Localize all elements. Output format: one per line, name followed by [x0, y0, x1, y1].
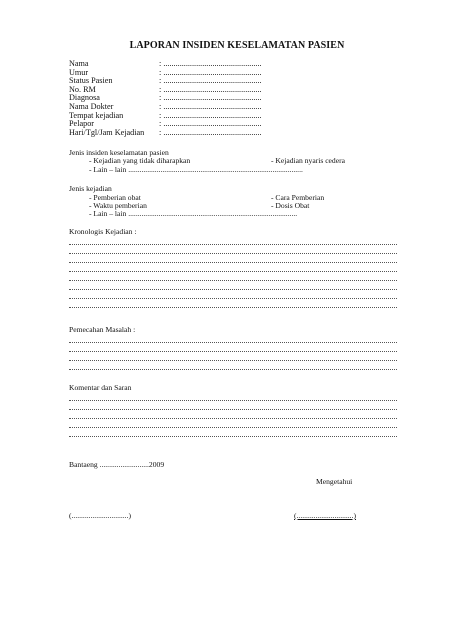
mengetahui-label: Mengetahui	[316, 477, 353, 486]
dotted-line	[69, 289, 397, 290]
jenis-kejadian-option: - Waktu pemberian	[89, 201, 147, 210]
jenis-kejadian-option: - Dosis Obat	[271, 201, 310, 210]
field-label: Tempat kejadian	[69, 110, 124, 120]
jenis-kejadian-option: - Cara Pemberian	[271, 193, 325, 202]
jenis-insiden-option: - Lain – lain ............................................................................................	[89, 165, 303, 174]
field-label: Pelapor	[69, 119, 95, 129]
field-value: : ................................................	[159, 102, 262, 111]
jenis-kejadian-option: - Pemberian obat	[89, 193, 141, 202]
field-value: : ................................................	[159, 60, 262, 68]
field-nama	[69, 60, 329, 69]
field-tempat-kejadian	[69, 112, 329, 121]
jenis-insiden-option: - Kejadian nyaris cedera	[271, 156, 345, 165]
place-date: Bantaeng ..........................2009	[69, 460, 165, 469]
dotted-line	[69, 342, 397, 343]
field-hari-tgl-jam	[69, 129, 329, 138]
dotted-line	[69, 418, 397, 419]
dotted-line	[69, 400, 397, 401]
field-value: : ................................................	[159, 94, 262, 103]
dotted-line	[69, 351, 397, 352]
dotted-line	[69, 409, 397, 410]
field-value: : ................................................	[159, 85, 262, 94]
field-value: : ................................................	[159, 111, 262, 120]
dotted-line	[69, 298, 397, 299]
dotted-line	[69, 244, 397, 245]
jenis-insiden-option: - Kejadian yang tidak diharapkan	[89, 156, 191, 165]
komentar-heading: Komentar dan Saran	[69, 383, 132, 392]
field-label: Status Pasien	[69, 76, 113, 86]
pemecahan-heading: Pemecahan Masalah :	[69, 325, 136, 334]
jenis-kejadian-option: - Lain – lain .........................................................................................	[89, 209, 298, 218]
dotted-line	[69, 360, 397, 361]
dotted-line	[69, 271, 397, 272]
dotted-line	[69, 427, 397, 428]
dotted-line	[69, 253, 397, 254]
signature-left: (..............................)	[69, 511, 132, 520]
kronologis-heading: Kronologis Kejadian :	[69, 227, 137, 236]
field-label: Diagnosa	[69, 93, 100, 103]
field-status-pasien	[69, 77, 329, 86]
dotted-line	[69, 262, 397, 263]
field-value: : ................................................	[159, 77, 262, 86]
dotted-line	[69, 436, 397, 437]
field-label: No. RM	[69, 84, 96, 94]
field-value: : ................................................	[159, 68, 262, 77]
patient-fields	[69, 60, 329, 137]
field-label: Umur	[69, 67, 89, 77]
field-label: Hari/Tgl/Jam Kejadian	[69, 127, 145, 137]
dotted-line	[69, 307, 397, 308]
page-title: LAPORAN INSIDEN KESELAMATAN PASIEN	[129, 40, 345, 51]
field-label: Nama	[69, 59, 89, 68]
signature-right: (..............................)	[294, 511, 357, 520]
jenis-kejadian-heading: Jenis kejadian	[69, 184, 112, 193]
field-value: : ................................................	[159, 128, 262, 137]
field-no-rm	[69, 86, 329, 95]
field-value: : ................................................	[159, 120, 262, 129]
dotted-line	[69, 280, 397, 281]
jenis-insiden-heading: Jenis insiden keselamatan pasien	[69, 148, 169, 157]
dotted-line	[69, 369, 397, 370]
field-label: Nama Dokter	[69, 101, 114, 111]
